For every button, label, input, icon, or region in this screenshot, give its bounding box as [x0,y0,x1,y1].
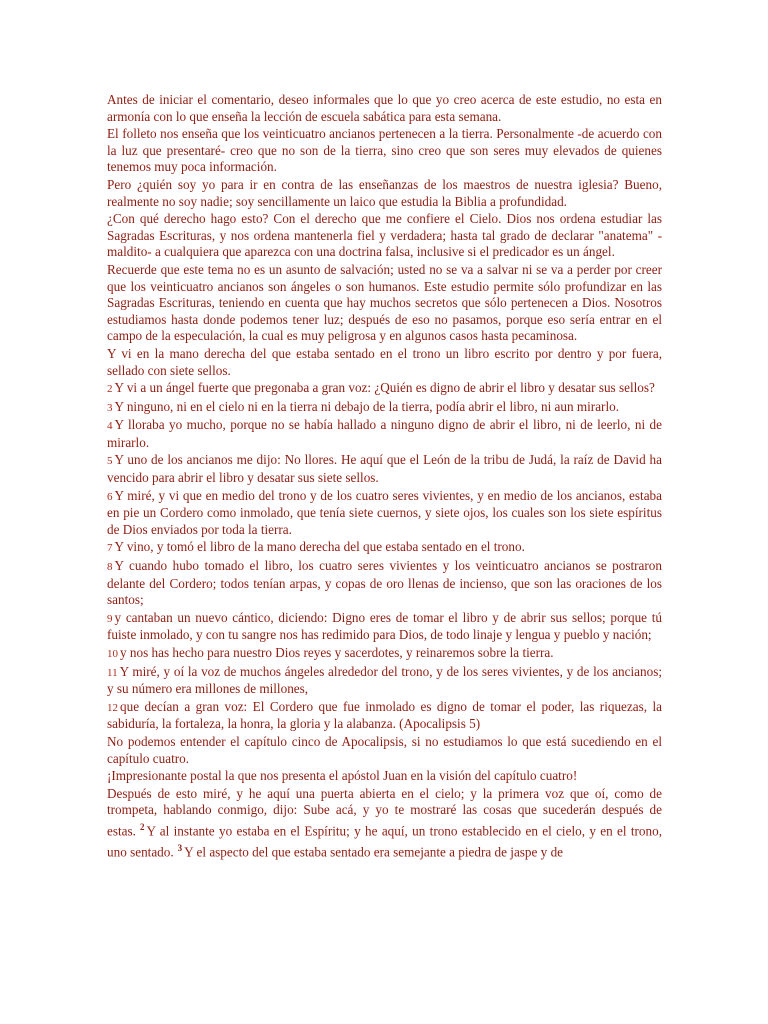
verse-text: Y ninguno, ni en el cielo ni en la tierra ni debajo de la tierra, podía abrir el libro, ni aun mirarlo. [114,398,619,414]
verse-number: 2 [139,821,145,832]
verse-number: 5 [107,455,113,468]
paragraph-impresionante: ¡Impresionante postal la que nos presenta el apóstol Juan en la visión del capítulo cuatro! [107,768,578,784]
verse-text: Y miré, y vi que en medio del trono y de los cuatro seres vivientes, y en medio de los ancianos, estaba en pie un Cordero como inmolado, que tenía siete cuernos, y siete ojos, los cuales son los siete espíritus de Dios enviados por toda la tierra. [107,487,662,537]
verse-4 [107,417,662,451]
paragraph-no-podemos: No podemos entender el capítulo cinco de Apocalipsis, si no estudiamos lo que está sucediendo en el capítulo cuatro. [107,733,662,766]
verse-number: 9 [107,612,113,625]
verse-text: y nos has hecho para nuestro Dios reyes y sacerdotes, y reinaremos sobre la tierra. [120,645,554,660]
verse-text: Y el aspecto del que estaba sentado era semejante a piedra de jaspe y de [184,844,564,860]
verse-text: Y cuando hubo tomado el libro, los cuatro seres vivientes y los veinticuatro ancianos se postraron delante del Cordero; todos tenían arpas, y copas de oro llenas de incienso, que son las oraciones de los santos; [107,558,662,608]
verse-8 [107,558,662,609]
verse-number: 3 [107,401,113,414]
verse-text: Y uno de los ancianos me dijo: No llores. He aquí que el León de la tribu de Judá, la raíz de David ha vencido para abrir el libro y desatar sus siete sellos. [107,452,662,486]
verse-3 [107,399,662,417]
verse-number: 11 [107,666,118,679]
verse-text: Y miré, y oí la voz de muchos ángeles alrededor del trono, y de los seres vivientes, y de los ancianos; y su número era millones de millones, [107,663,662,697]
paragraph-recuerde: Recuerde que este tema no es un asunto de salvación; usted no se va a salvar ni se va a perder por creer que los veinticuatro ancianos son ángeles o son humanos. Este estudio permite sólo profundizar en las Sagradas Escrituras, teniendo en cuenta que hay muchos secretos que sólo pertenecen a Dios. Nosotros estudiamos hasta donde podemos tener luz; después de eso no pasamos, porque eso sería entrar en el campo de la especulación, la cual es muy peligrosa y en algunos casos hasta pecaminosa. [107,261,662,344]
verse-number: 12 [107,701,118,714]
verse-number: 2 [107,383,113,396]
verse-number: 6 [107,490,113,503]
document-body [107,92,662,862]
verse-10 [107,645,662,663]
verse-number: 4 [107,420,113,433]
verse-number: 3 [177,842,183,853]
verse-text: Y vi a un ángel fuerte que pregonaba a gran voz: ¿Quién es digno de abrir el libro y desatar sus sellos? [114,380,655,396]
verse-text: que decían a gran voz: El Cordero que fue inmolado es digno de tomar el poder, las riquezas, la sabiduría, la fortaleza, la honra, la gloria y la alabanza. (Apocalipsis 5) [107,698,662,732]
paragraph-quien-soy: Pero ¿quién soy yo para ir en contra de las enseñanzas de los maestros de nuestra iglesia? Bueno, realmente no soy nadie; soy sencillamente un laico que estudia la Biblia a profundidad. [107,176,662,209]
verse-2 [107,380,662,398]
verse-text: Después de esto miré, y he aquí una puerta abierta en el cielo; y la primera voz que oí, como de trompeta, hablando conmigo, dijo: Sube acá, y yo te mostraré las cosas que sucederán después de estas. [107,785,662,839]
paragraph-intro: Antes de iniciar el comentario, deseo informales que lo que yo creo acerca de este estudio, no esta en armonía con lo que enseña la lección de escuela sabática para esta semana. [107,92,662,124]
verse-6 [107,488,662,539]
verse-number: 10 [107,648,118,660]
paragraph-folleto: El folleto nos enseña que los veinticuatro ancianos pertenecen a la tierra. Personalmente -de acuerdo con la luz que presentaré- creo que no son de la tierra, sino creo que son seres muy elevados de quienes tenemos muy poca información. [107,126,662,175]
verse-text: Y lloraba yo mucho, porque no se había hallado a ninguno digno de abrir el libro, ni de leerlo, ni de mirarlo. [107,417,662,450]
verse-text: Y al instante yo estaba en el Espíritu; y he aquí, un trono establecido en el cielo, y en el trono, uno sentado. [107,823,662,860]
verse-9 [107,610,662,644]
verse-number: 8 [107,561,113,574]
verse-7 [107,539,662,557]
verse-11 [107,664,662,698]
paragraph-derecho: ¿Con qué derecho hago esto? Con el derecho que me confiere el Cielo. Dios nos ordena estudiar las Sagradas Escrituras, y nos ordena mantenerla fiel y verdadera; hasta tal grado de declarar "anatema" -maldito- a cualquiera que aparezca con una doctrina falsa, inclusive si el predicador es un ángel. [107,211,662,260]
verse-text: Y vi en la mano derecha del que estaba sentado en el trono un libro escrito por dentro y por fuera, sellado con siete sellos. [107,345,662,378]
verse-5 [107,452,662,486]
verse-1 [107,346,662,379]
verse-12 [107,699,662,733]
verse-text: y cantaban un nuevo cántico, diciendo: Digno eres de tomar el libro y de abrir sus sellos; porque tú fuiste inmolado, y con tu sangre nos has redimido para Dios, de todo linaje y lengua y pueblo y nación; [107,609,662,643]
paragraph-despues [107,786,662,861]
verse-text: Y vino, y tomó el libro de la mano derecha del que estaba sentado en el trono. [114,539,525,555]
verse-number: 7 [107,542,113,555]
